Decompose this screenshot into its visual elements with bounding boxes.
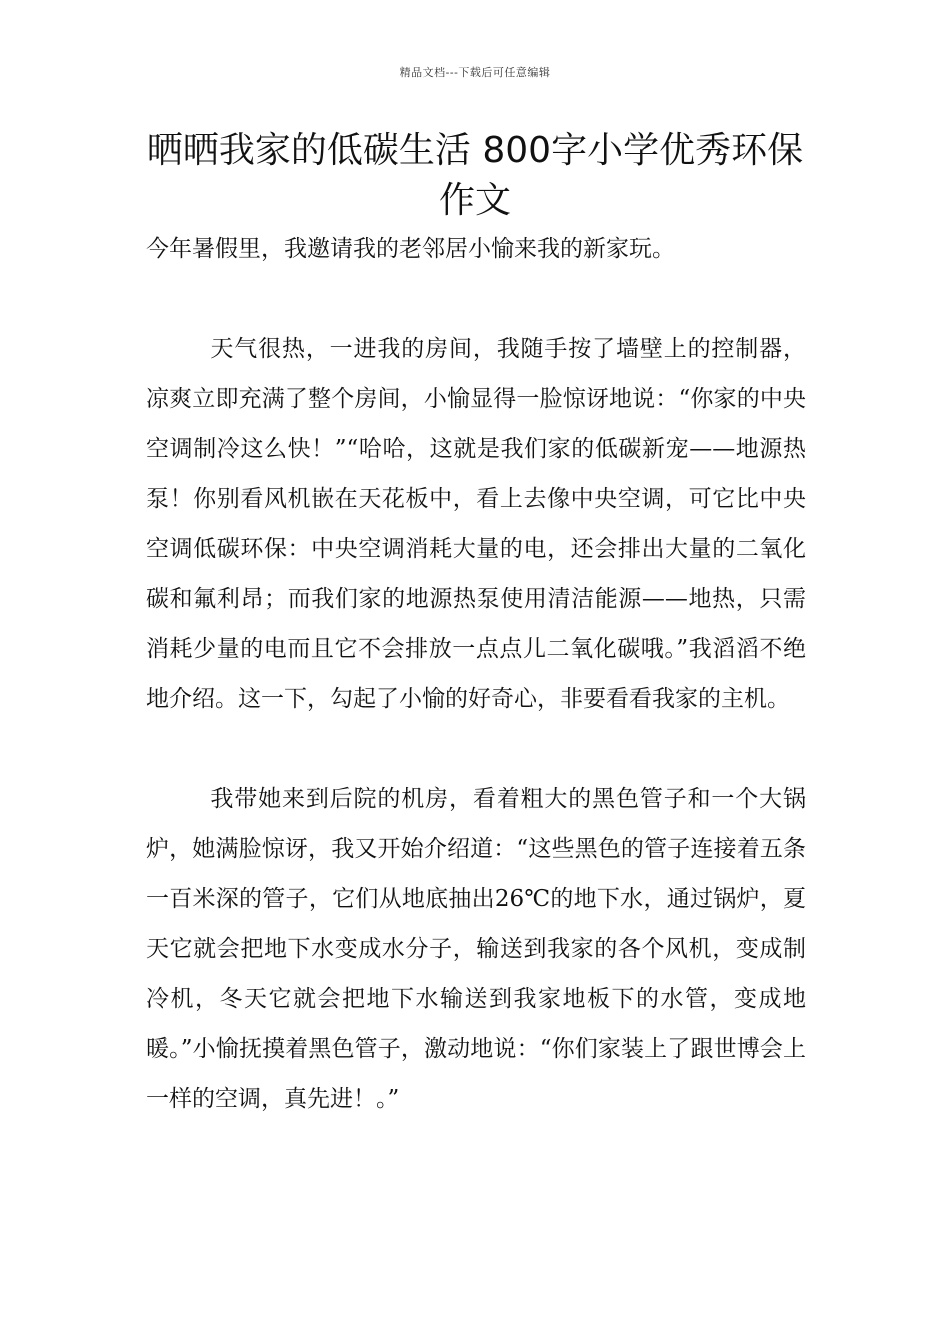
paragraph-intro: 今年暑假里，我邀请我的老邻居小愉来我的新家玩。 [146, 236, 675, 262]
document-body [146, 224, 806, 1124]
paragraph-gap [146, 274, 806, 324]
paragraph-3: 我带她来到后院的机房，看着粗大的黑色管子和一个大锅炉，她满脸惊讶，我又开始介绍道：“这些黑色的管子连接着五条一百米深的管子，它们从地底抽出26℃的地下水，通过锅炉，夏天它就会把地下水变成水分子，输送到我家的各个风机，变成制冷机，冬天它就会把地下水输送到我家地板下的水管，变成地暖。”小愉抚摸着黑色管子，激动地说：“你们家装上了跟世博会上一样的空调，真先进！。” [146, 786, 806, 1112]
document-title: 晒晒我家的低碳生活 800字小学优秀环保作文 [146, 130, 804, 221]
header-note: 精品文档---下载后可任意编辑 [399, 66, 551, 79]
paragraph-gap [146, 724, 806, 774]
paragraph-2: 天气很热，一进我的房间，我随手按了墙壁上的控制器，凉爽立即充满了整个房间，小愉显得一脸惊讶地说：“你家的中央空调制冷这么快！”“哈哈，这就是我们家的低碳新宠——地源热泵！你别看风机嵌在天花板中，看上去像中央空调，可它比中央空调低碳环保：中央空调消耗大量的电，还会排出大量的二氧化碳和氟利昂；而我们家的地源热泵使用清洁能源——地热，只需消耗少量的电而且它不会排放一点点儿二氧化碳哦。”我滔滔不绝地介绍。这一下，勾起了小愉的好奇心，非要看看我家的主机。 [146, 336, 806, 712]
